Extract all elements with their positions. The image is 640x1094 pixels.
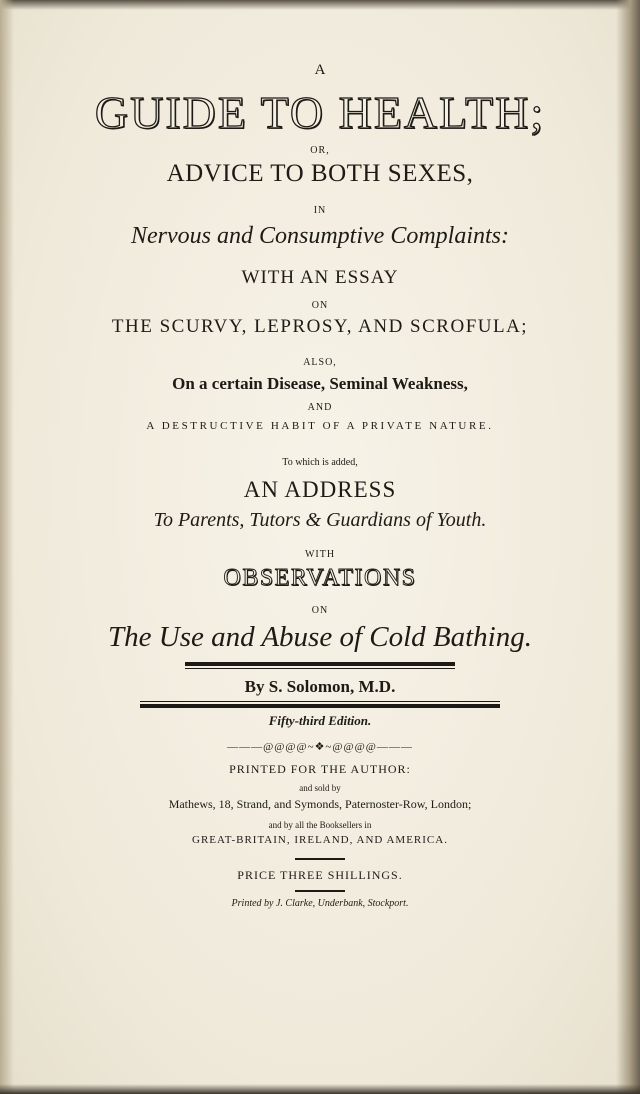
- rule-below-author-thin: [140, 701, 500, 702]
- on-connector-2: ON: [311, 605, 329, 616]
- author-line: By S. Solomon, M.D.: [244, 677, 396, 696]
- price-line: PRICE THREE SHILLINGS.: [237, 868, 403, 882]
- booksellers-line: Mathews, 18, Strand, and Symonds, Paternoster-Row, London;: [168, 797, 472, 811]
- with-connector: WITH: [304, 549, 336, 560]
- on-connector: ON: [311, 300, 329, 311]
- to-which-added: To which is added,: [282, 457, 358, 468]
- page-top-shadow: [0, 0, 640, 10]
- sold-by-line: and sold by: [299, 783, 341, 793]
- in-connector: IN: [313, 205, 327, 216]
- title-article: A: [314, 62, 326, 78]
- printer-imprint: Printed by J. Clarke, Underbank, Stockport.: [231, 898, 409, 909]
- rule-below-author: [140, 704, 500, 708]
- rule-above-author-thin: [185, 668, 455, 669]
- observations-heading: OBSERVATIONS: [223, 565, 417, 591]
- page-bottom-shadow: [0, 1084, 640, 1094]
- subtitle: ADVICE TO BOTH SEXES,: [166, 160, 474, 187]
- address-heading: AN ADDRESS: [243, 477, 397, 502]
- printer-rule: [295, 890, 345, 892]
- ornament-divider: ———@@@@~❖~@@@@———: [227, 741, 413, 753]
- and-connector: AND: [307, 402, 333, 413]
- cold-bathing-line: The Use and Abuse of Cold Bathing.: [108, 621, 532, 653]
- and-by-line: and by all the Booksellers in: [268, 820, 372, 830]
- main-title: GUIDE TO HEALTH;: [94, 87, 546, 138]
- parents-line: To Parents, Tutors & Guardians of Youth.: [153, 509, 487, 531]
- rule-above-author: [185, 662, 455, 666]
- edition-line: Fifty-third Edition.: [268, 713, 372, 728]
- countries-line: GREAT-BRITAIN, IRELAND, AND AMERICA.: [192, 834, 448, 846]
- scurvy-line: THE SCURVY, LEPROSY, AND SCROFULA;: [111, 316, 529, 337]
- with-essay-line: WITH AN ESSAY: [241, 267, 399, 288]
- nervous-complaints-line: Nervous and Consumptive Complaints:: [131, 223, 509, 249]
- destructive-habit-line: A DESTRUCTIVE HABIT OF A PRIVATE NATURE.: [146, 420, 494, 432]
- or-conjunction: OR,: [310, 145, 330, 156]
- price-rule: [295, 858, 345, 860]
- printed-for-line: PRINTED FOR THE AUTHOR:: [229, 762, 411, 776]
- certain-disease-line: On a certain Disease, Seminal Weakness,: [172, 374, 468, 393]
- also-connector: ALSO,: [303, 357, 337, 368]
